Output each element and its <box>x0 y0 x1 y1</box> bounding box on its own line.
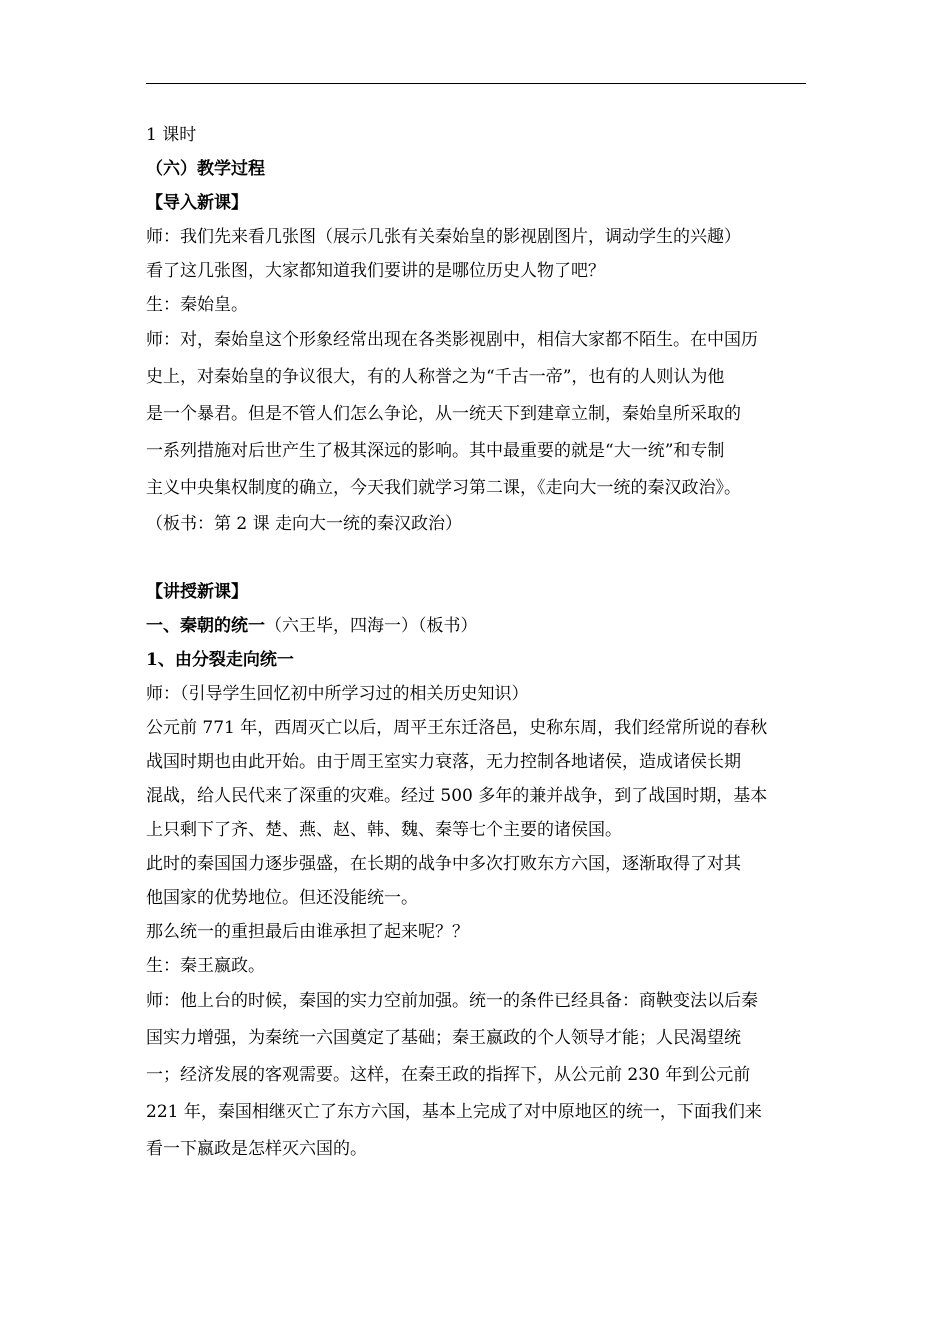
document-body <box>146 118 814 1168</box>
text-line: 那么统一的重担最后由谁承担了起来呢？？ <box>146 922 469 942</box>
text-line: 师：对，秦始皇这个形象经常出现在各类影视剧中，相信大家都不陌生。在中国历 <box>146 330 758 350</box>
text-line: 史上，对秦始皇的争议很大，有的人称誉之为“千古一帝”，也有的人则认为他 <box>146 367 725 387</box>
header-rule <box>146 83 806 84</box>
class-hour: 1 课时 <box>146 125 197 145</box>
subsection-heading: 1、由分裂走向统一 <box>146 650 294 670</box>
text-line: 师：（引导学生回忆初中所学习过的相关历史知识） <box>146 684 529 704</box>
text-line: 生：秦王嬴政。 <box>146 956 265 976</box>
text-line: 一系列措施对后世产生了极其深远的影响。其中最重要的就是“大一统”和专制 <box>146 441 725 461</box>
part-heading-title: 一、秦朝的统一 <box>146 616 265 636</box>
text-line: 此时的秦国国力逐步强盛，在长期的战争中多次打败东方六国，逐渐取得了对其 <box>146 854 741 874</box>
text-line: 上只剩下了齐、楚、燕、赵、韩、魏、秦等七个主要的诸侯国。 <box>146 820 622 840</box>
text-line: （板书：第 2 课 走向大一统的秦汉政治） <box>146 514 463 534</box>
text-line: 师：我们先来看几张图（展示几张有关秦始皇的影视剧图片，调动学生的兴趣） <box>146 227 741 247</box>
text-line: 生：秦始皇。 <box>146 295 248 315</box>
part-heading-note: （六王毕，四海一）（板书） <box>265 616 478 636</box>
text-line: 他国家的优势地位。但还没能统一。 <box>146 888 418 908</box>
text-line: 是一个暴君。但是不管人们怎么争论，从一统天下到建章立制，秦始皇所采取的 <box>146 404 741 424</box>
text-line: 221 年，秦国相继灭亡了东方六国，基本上完成了对中原地区的统一，下面我们来 <box>146 1102 762 1122</box>
section-heading-intro: 【导入新课】 <box>146 193 248 213</box>
text-line: 国实力增强，为秦统一六国奠定了基础；秦王嬴政的个人领导才能；人民渴望统 <box>146 1028 741 1048</box>
section-heading-teach: 【讲授新课】 <box>146 582 248 602</box>
section-heading-process: （六）教学过程 <box>146 159 265 179</box>
text-line: 看了这几张图，大家都知道我们要讲的是哪位历史人物了吧？ <box>146 261 605 281</box>
text-line: 公元前 771 年，西周灭亡以后，周平王东迁洛邑，史称东周，我们经常所说的春秋 <box>146 718 768 738</box>
intro-paragraphs <box>146 220 814 541</box>
blank-line <box>146 541 814 575</box>
text-line: 一；经济发展的客观需要。这样，在秦王政的指挥下，从公元前 230 年到公元前 <box>146 1065 751 1085</box>
part-heading <box>146 609 814 643</box>
body-paragraphs <box>146 677 814 1168</box>
text-line: 主义中央集权制度的确立，今天我们就学习第二课，《走向大一统的秦汉政治》。 <box>146 478 741 498</box>
text-line: 师：他上台的时候，秦国的实力空前加强。统一的条件已经具备：商鞅变法以后秦 <box>146 991 758 1011</box>
text-line: 战国时期也由此开始。由于周王室实力衰落，无力控制各地诸侯，造成诸侯长期 <box>146 752 741 772</box>
text-line: 看一下嬴政是怎样灭六国的。 <box>146 1139 367 1159</box>
text-line: 混战，给人民代来了深重的灾难。经过 500 多年的兼并战争，到了战国时期，基本 <box>146 786 768 806</box>
